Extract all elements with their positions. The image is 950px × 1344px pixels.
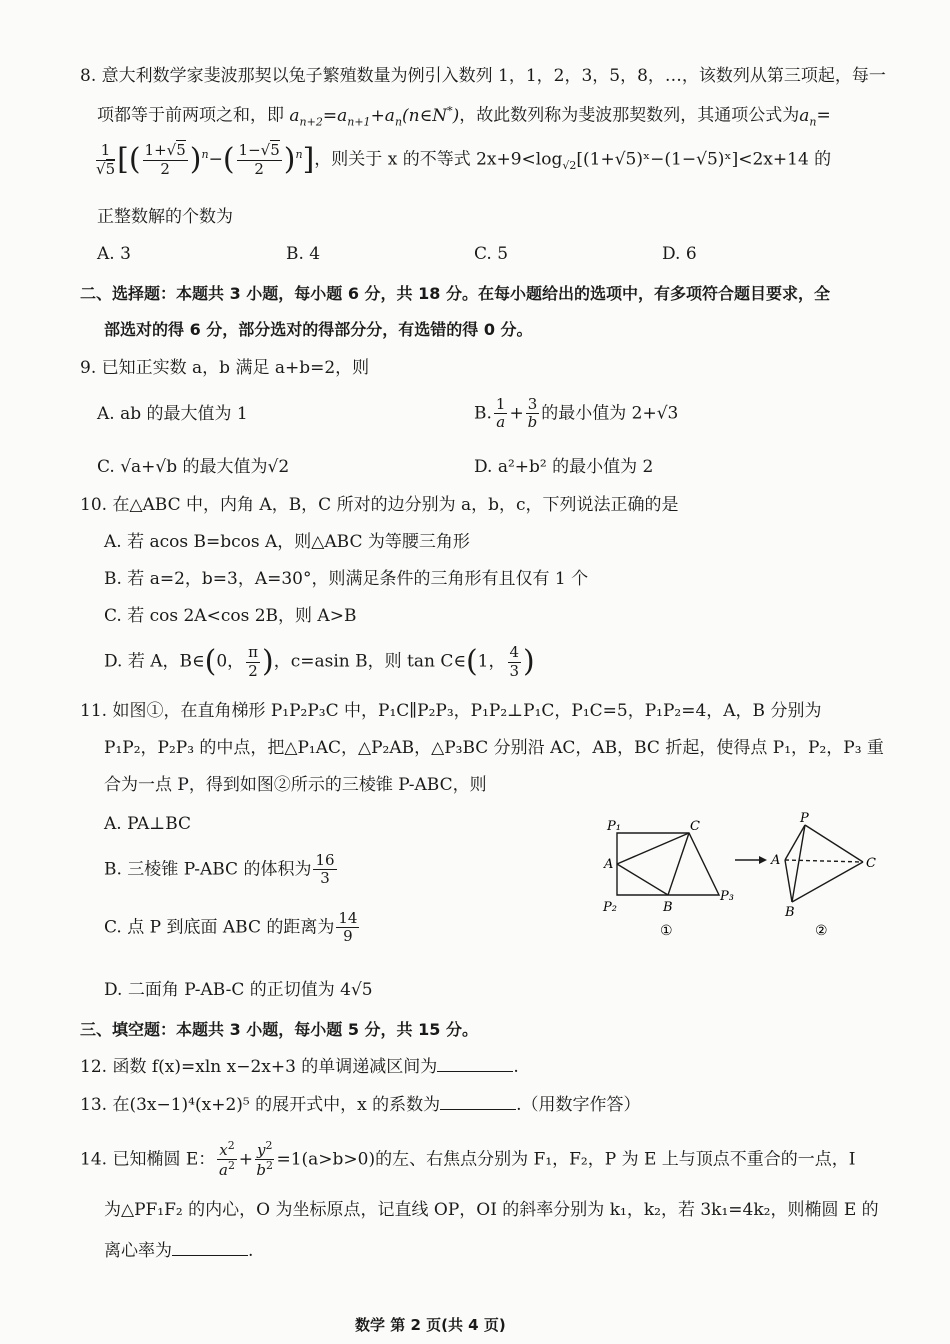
q10-option-c: C. 若 cos 2A<cos 2B，则 A>B: [104, 606, 357, 626]
label-b2: B: [785, 905, 795, 920]
q8-option-b: B. 4: [286, 244, 321, 264]
q12: 12. 函数 f(x)=xln x−2x+3 的单调递减区间为 .: [80, 1057, 519, 1077]
q14-answer-blank: [172, 1241, 248, 1256]
q12-answer-blank: [437, 1057, 513, 1072]
page-footer: 数学 第 2 页(共 4 页): [355, 1316, 506, 1334]
q9-option-c: C. √a+√b 的最大值为√2: [97, 457, 290, 477]
caption-2: ②: [815, 923, 828, 939]
label-p: P: [800, 811, 809, 826]
section3-heading: 三、填空题：本题共 3 小题，每小题 5 分，共 15 分。: [80, 1020, 478, 1039]
q8-option-c: C. 5: [474, 244, 509, 264]
q11-line2: P₁P₂，P₂P₃ 的中点，把△P₁AC，△P₂AB，△P₃BC 分别沿 AC，AB，BC 折起，使得点 P₁，P₂，P₃ 重: [104, 738, 884, 758]
q8-line3: $\frac{1}{√5}$ [( $\frac{1+√5}{2}$ )$^n$−( $\frac{1-√5}{2}$ )$^n$]，则关于 x 的不等式 $2x+9<\log_{√2}[(1+√5)ˣ-(1-√5)ˣ]<2x+14$ 的: [96, 141, 832, 178]
label-c2: C: [866, 856, 876, 871]
section2-heading: 二、选择题：本题共 3 小题，每小题 6 分，共 18 分。在每小题给出的选项中，有多项符合题目要求，全: [80, 284, 830, 303]
label-p2: P₂: [603, 900, 617, 915]
q9-option-d: D. a²+b² 的最小值为 2: [474, 457, 654, 477]
edge-ab: [785, 860, 792, 902]
q14-line3: 离心率为 .: [104, 1241, 254, 1261]
q11-line3: 合为一点 P，得到如图②所示的三棱锥 P-ABC，则: [104, 775, 487, 795]
figure-pyramid: [765, 810, 885, 945]
q9-option-b: B. $\frac{1}{a}$ + $\frac{3}{b}$ 的最小值为 2+√3: [474, 395, 679, 432]
q9-stem: 9. 已知正实数 a，b 满足 a+b=2，则: [80, 358, 370, 378]
q14-line2: 为△PF₁F₂ 的内心，O 为坐标原点，记直线 OP，OI 的斜率分别为 k₁，k₂，若 3k₁=4k₂，则椭圆 E 的: [104, 1200, 879, 1220]
caption-1: ①: [660, 923, 673, 939]
q10-option-d: D. 若 A，B∈(0， $\frac{\pi}{2}$ )，c=asin B，则 tan C∈(1， $\frac{4}{3}$ ): [104, 643, 535, 680]
q8-line2: 项都等于前两项之和，即 $a_{n+2}=a_{n+1}+a_n(n\in N^*)$，故此数列称为斐波那契数列，其通项公式为$a_n=$: [97, 104, 831, 129]
q13: 13. 在(3x−1)⁴(x+2)⁵ 的展开式中，x 的系数为 .（用数字作答）: [80, 1095, 641, 1115]
arrow-icon: [733, 852, 769, 868]
figure-trapezoid: [595, 815, 755, 945]
q8-option-a: A. 3: [97, 244, 131, 264]
q8-line4: 正整数解的个数为: [97, 207, 233, 227]
q8-line1: 8. 意大利数学家斐波那契以兔子繁殖数量为例引入数列 1，1，2，3，5，8，…，该数列从第三项起，每一: [80, 66, 886, 86]
label-a2: A: [771, 853, 781, 868]
edge-pc: [805, 825, 863, 862]
q11-option-c: C. 点 P 到底面 ABC 的距离为 $\frac{14}{9}$: [104, 909, 358, 946]
q8-option-d: D. 6: [662, 244, 697, 264]
edge-bc: [792, 862, 863, 902]
q11-line1: 11. 如图①，在直角梯形 P₁P₂P₃C 中，P₁C∥P₂P₃，P₁P₂⊥P₁C，P₁C=5，P₁P₂=4，A，B 分别为: [80, 701, 822, 721]
q11-option-d: D. 二面角 P-AB-C 的正切值为 4√5: [104, 980, 373, 1000]
q11-option-a: A. PA⊥BC: [104, 814, 192, 834]
label-p3: P₃: [720, 889, 734, 904]
segment-bc: [668, 833, 689, 895]
q14-line1: 14. 已知椭圆 E： $\frac{x^2}{a^2}$ + $\frac{y^2}{b^2}$ =1(a>b>0)的左、右焦点分别为 F₁，F₂，P 为 E 上与顶点不重合的一点，I: [80, 1139, 856, 1180]
label-b: B: [663, 900, 673, 915]
q10-stem: 10. 在△ABC 中，内角 A，B，C 所对的边分别为 a，b，c，下列说法正确的是: [80, 495, 679, 515]
label-p1: P₁: [607, 819, 621, 834]
section2-heading-cont: 部选对的得 6 分，部分选对的得部分分，有选错的得 0 分。: [104, 320, 533, 339]
label-a: A: [604, 857, 614, 872]
segment-ab: [617, 864, 668, 895]
q13-answer-blank: [440, 1095, 516, 1110]
q9-option-a: A. ab 的最大值为 1: [97, 404, 248, 424]
label-c: C: [690, 819, 700, 834]
q11-option-b: B. 三棱锥 P-ABC 的体积为 $\frac{16}{3}$: [104, 851, 335, 888]
edge-ac-hidden: [785, 860, 863, 862]
q10-option-b: B. 若 a=2，b=3，A=30°，则满足条件的三角形有且仅有 1 个: [104, 569, 589, 589]
segment-ac: [617, 833, 689, 864]
q10-option-a: A. 若 acos B=bcos A，则△ABC 为等腰三角形: [104, 532, 470, 552]
